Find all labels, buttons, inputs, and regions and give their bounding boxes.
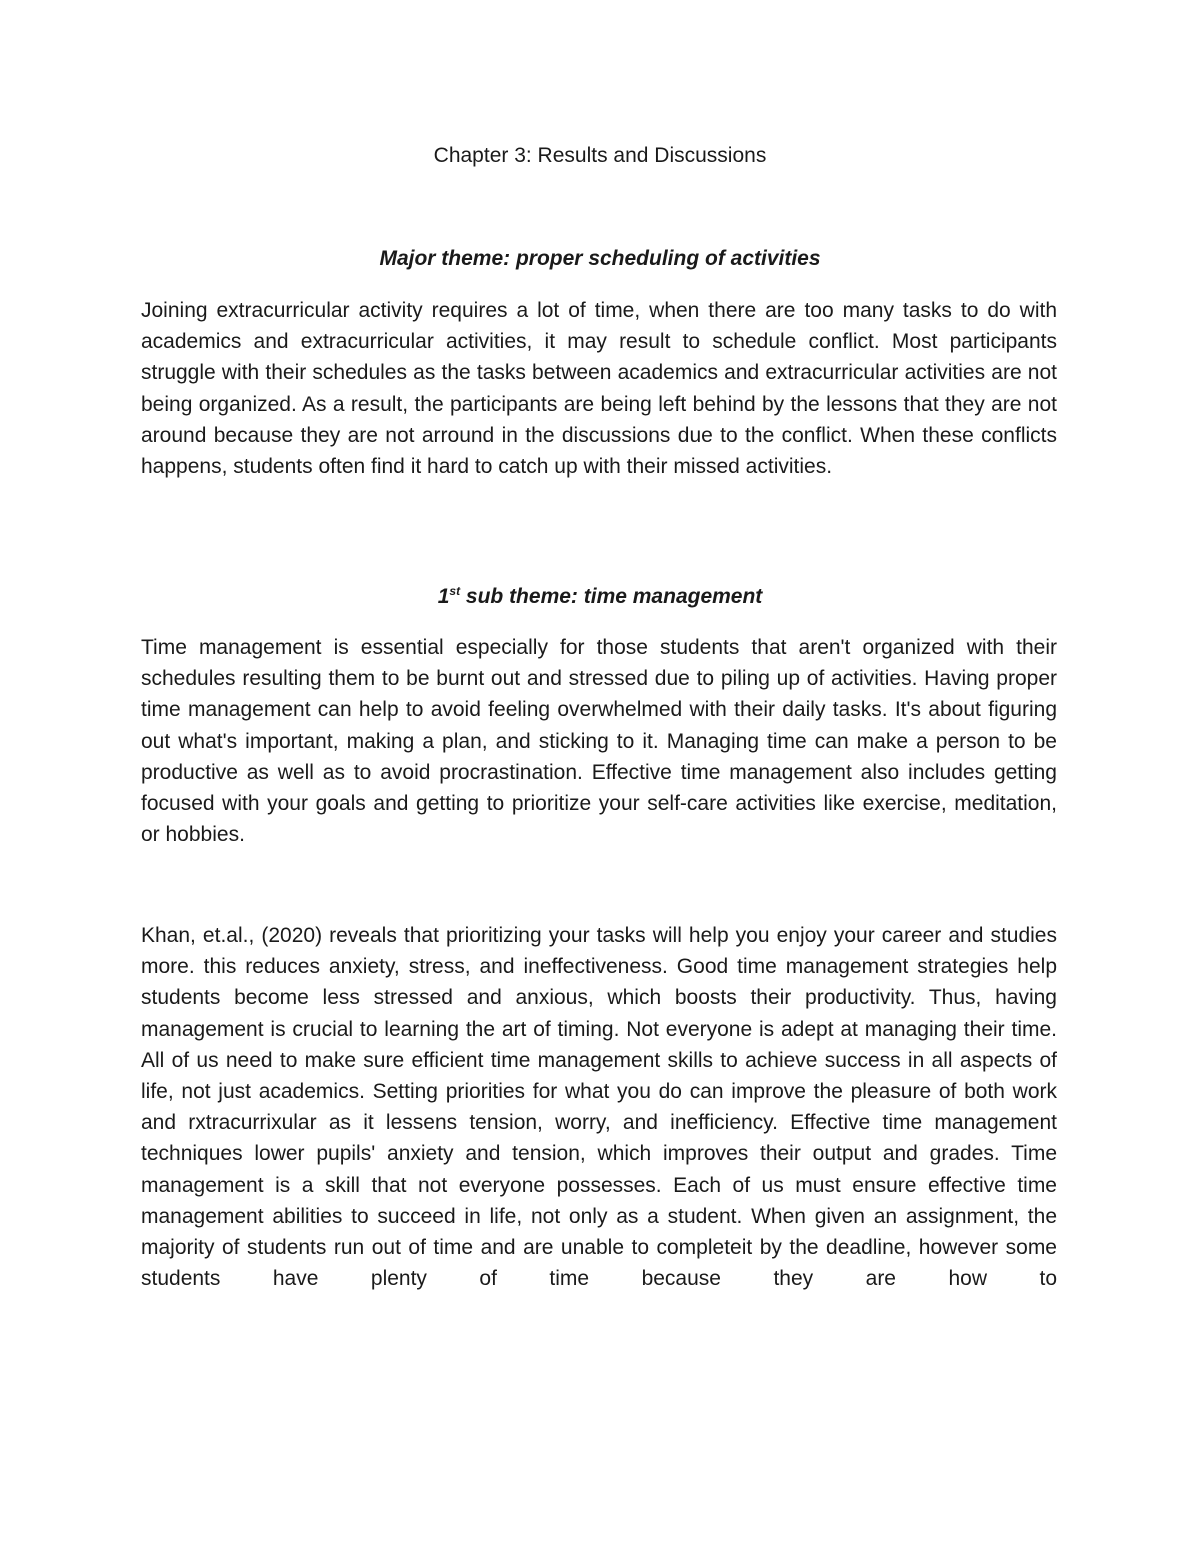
sub-theme-heading-text: sub theme: time management (460, 585, 763, 608)
major-theme-heading: Major theme: proper scheduling of activities (379, 247, 821, 270)
sub-theme-heading (0, 582, 1200, 612)
chapter-title: Chapter 3: Results and Discussions (433, 144, 767, 167)
citation-paragraph: Khan, et.al., (2020) reveals that prioritizing your tasks will help you enjoy your career and studies more. this reduces anxiety, stress, and ineffectiveness. Good time management strategies help students become less stressed and anxious, which boosts their productivity. Thus, having management is crucial to learning the art of timing. Not everyone is adept at managing their time. All of us need to make sure efficient time management skills to achieve success in all aspects of life, not just academics. Setting priorities for what you do can improve the pleasure of both work and rxtracurrixular as it lessens tension, worry, and inefficiency. Effective time management techniques lower pupils' anxiety and tension, which improves their output and grades. Time management is a skill that not everyone possesses. Each of us must ensure effective time management abilities to succeed in life, not only as a student. When given an assignment, the majority of students run out of time and are unable to completeit by the deadline, however some students have plenty of time because they are how to (141, 924, 1057, 1291)
sub-theme-number: 1 (437, 585, 450, 608)
sub-theme-paragraph: Time management is essential especially for those students that aren't organized with their schedules resulting them to be burnt out and stressed due to piling up of activities. Having proper time management can help to avoid feeling overwhelmed with their daily tasks. It's about figuring out what's important, making a plan, and sticking to it. Managing time can make a person to be productive as well as to avoid procrastination. Effective time management also includes getting focused with your goals and getting to prioritize your self-care activities like exercise, meditation, or hobbies. (141, 636, 1057, 847)
major-theme-paragraph: Joining extracurricular activity requires a lot of time, when there are too many tasks to do with academics and extracurricular activities, it may result to schedule conflict. Most participants struggle with their schedules as the tasks between academics and extracurricular activities are not being organized. As a result, the participants are being left behind by the lessons that they are not around because they are not arround in the discussions due to the conflict. When these conflicts happens, students often find it hard to catch up with their missed activities. (141, 299, 1057, 479)
sub-theme-ordinal-suffix: st (449, 584, 461, 598)
